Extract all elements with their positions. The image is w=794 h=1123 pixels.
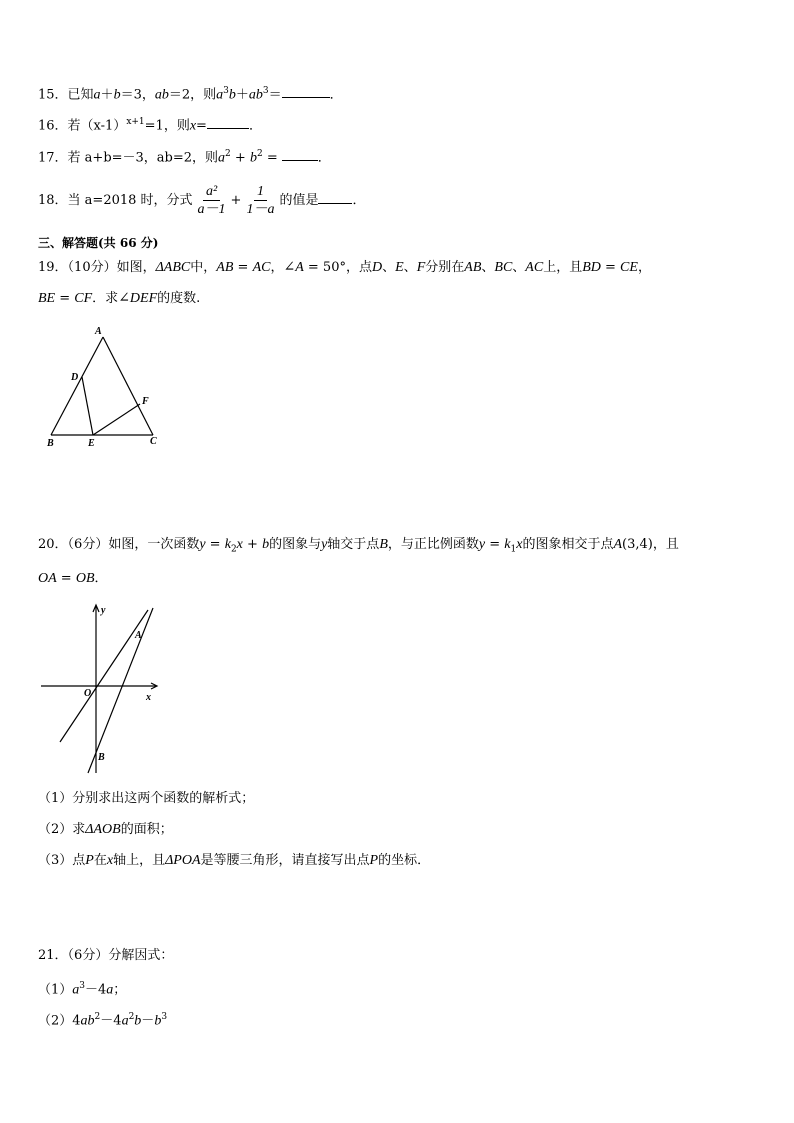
triangle-figure (40, 322, 170, 452)
question-21-title: 21．（6分）分解因式： (38, 948, 174, 963)
question-20-sub-3: （3）点P在x轴上，且ΔPOA是等腰三角形，请直接写出点P的坐标． (38, 853, 431, 868)
line-ab (88, 608, 153, 773)
question-20-line-1: 20．（6分）如图，一次函数$y = k_2x + b$的图象与y轴交于点B，与正比例函数$y = k_1x$的图象相交于点A(3,4)，且 (38, 537, 679, 555)
label-a: A (95, 326, 102, 337)
q16-number: 16．若（x-1） (38, 118, 127, 134)
coordinate-figure (38, 600, 168, 778)
answer-blank[interactable] (207, 116, 249, 129)
answer-blank[interactable] (282, 85, 330, 98)
label-y: y (101, 605, 106, 616)
label-e: E (88, 438, 95, 449)
label-f: F (142, 396, 149, 407)
q18-number: 18．当 a=2018 时，分式 (38, 193, 193, 208)
question-19-line-2: BE = CF．求∠DEF的度数. (38, 291, 201, 306)
q17-number: 17．若 a+b=－3，ab=2，则 (38, 150, 219, 166)
side-ab (51, 337, 103, 435)
question-18: 18．当 a=2018 时，分式 $\frac{\text{a²}}{a-1}$ + $\frac{1}{1-a}$ 的值是 ． (38, 184, 366, 217)
label-b: B (47, 438, 54, 449)
answer-blank[interactable] (318, 191, 352, 204)
fraction-1: $\frac{\text{a²}}{a-1}$ (197, 184, 226, 217)
label-a: A (135, 630, 142, 641)
question-21-sub-1: $(1)a^3-4a$； (38, 981, 127, 998)
question-19-line-1: 19．（10分）如图，ΔABC中，AB = AC，∠A = 50°，点D、E、F分别在AB、BC、AC上，且BD = CE， (38, 260, 651, 275)
label-b: B (98, 752, 105, 763)
side-ac (103, 337, 153, 435)
answer-blank[interactable] (282, 148, 318, 161)
question-16: 16．若$(x-1)^{x+1}=1$，则x= ． (38, 117, 262, 134)
section-title: 三、解答题(共 66 分) (38, 236, 159, 250)
label-x: x (146, 692, 151, 703)
label-d: D (71, 372, 79, 383)
label-o: O (84, 688, 92, 699)
segment-ef (93, 404, 140, 435)
q15-number: 15．已知 (38, 87, 94, 103)
question-21-sub-2: $(2)4ab^2-4a^2b-b^3$ (38, 1012, 168, 1029)
fraction-2: $\frac{1}{1-a}$ (246, 184, 275, 217)
question-20-sub-1: （1）分别求出这两个函数的解析式； (38, 791, 255, 806)
label-c: C (150, 436, 157, 447)
question-20-line-2: OA = OB． (38, 571, 108, 586)
question-15: 15．已知a＋b＝3，ab＝2，则$a^3b+ab^3=$ ． (38, 86, 343, 103)
question-20-sub-2: （2）求ΔAOB的面积； (38, 822, 173, 837)
segment-de (82, 377, 93, 435)
question-17: 17．若 a+b=－3，ab=2，则$a^2 + b^2$ = ． (38, 149, 331, 166)
